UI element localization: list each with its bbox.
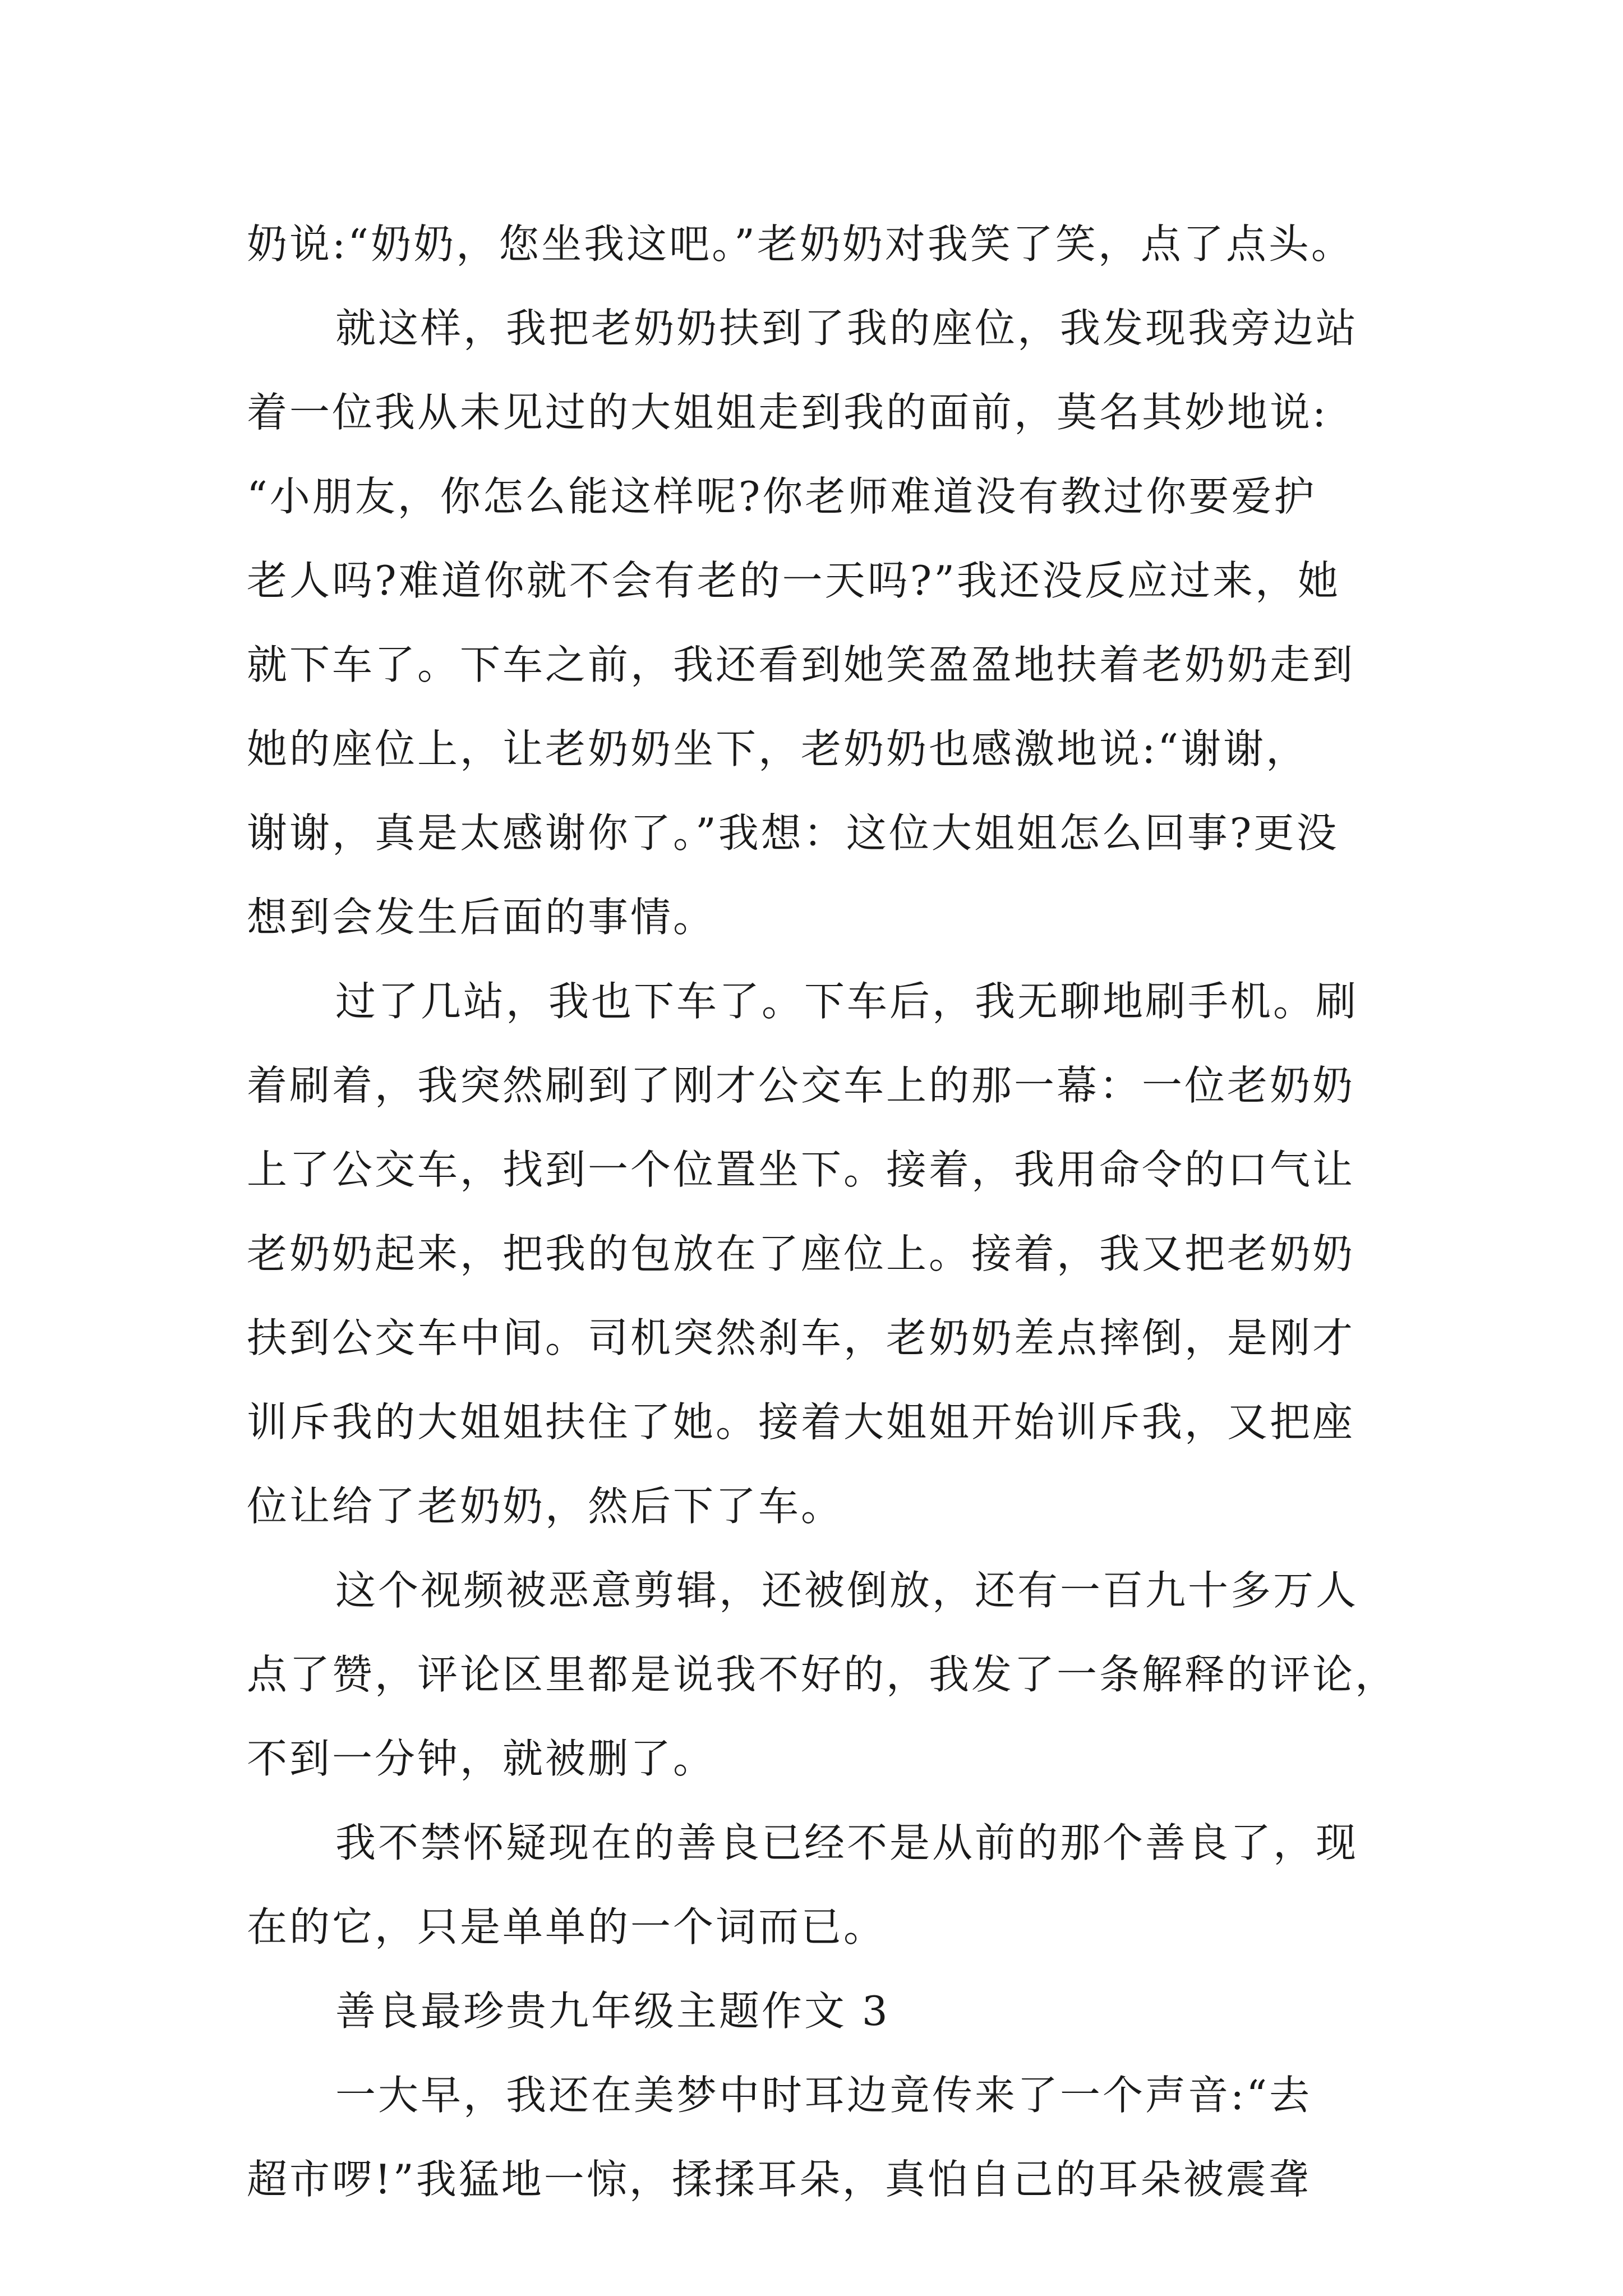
text-line-20: 我不禁怀疑现在的善良已经不是从前的那个善良了，现 [335,1819,1359,1866]
text-line-6: 就下车了。下车之前，我还看到她笑盈盈地扶着老奶奶走到 [247,641,1355,688]
text-line-4: “小朋友，你怎么能这样呢?你老师难道没有教过你要爱护 [247,473,1317,520]
text-line-9: 想到会发生后面的事情。 [247,894,716,941]
text-line-1: 奶说:“奶奶，您坐我这吧。”老奶奶对我笑了笑，点了点头。 [247,220,1354,268]
text-line-24: 超市啰!”我猛地一惊，揉揉耳朵，真怕自己的耳朵被震聋 [247,2156,1311,2203]
text-line-11: 着刷着，我突然刷到了刚才公交车上的那一幕：一位老奶奶 [247,1062,1355,1109]
text-line-21: 在的它，只是单单的一个词而已。 [247,1903,887,1950]
text-line-5: 老人吗?难道你就不会有老的一天吗?”我还没反应过来，她 [247,557,1341,604]
text-line-3: 着一位我从未见过的大姐姐走到我的面前，莫名其妙地说: [247,389,1329,436]
text-line-15: 训斥我的大姐姐扶住了她。接着大姐姐开始训斥我，又把座 [247,1398,1355,1446]
text-line-23: 一大早，我还在美梦中时耳边竟传来了一个声音:“去 [335,2072,1312,2119]
text-line-13: 老奶奶起来，把我的包放在了座位上。接着，我又把老奶奶 [247,1230,1355,1277]
text-line-12: 上了公交车，找到一个位置坐下。接着，我用命令的口气让 [247,1146,1355,1193]
text-line-18: 点了赞，评论区里都是说我不好的，我发了一条解释的评论， [247,1651,1398,1698]
text-line-19: 不到一分钟，就被删了。 [247,1735,716,1782]
text-line-8: 谢谢，真是太感谢你了。”我想：这位大姐姐怎么回事?更没 [247,809,1339,857]
text-line-7: 她的座位上，让老奶奶坐下，老奶奶也感激地说:“谢谢， [247,725,1309,772]
text-line-14: 扶到公交车中间。司机突然刹车，老奶奶差点摔倒，是刚才 [247,1314,1355,1361]
document-body [247,202,1424,2221]
text-line-10: 过了几站，我也下车了。下车后，我无聊地刷手机。刷 [335,978,1359,1025]
text-line-17: 这个视频被恶意剪辑，还被倒放，还有一百九十多万人 [335,1567,1359,1614]
text-line-16: 位让给了老奶奶，然后下了车。 [247,1483,844,1530]
text-line-2: 就这样，我把老奶奶扶到了我的座位，我发现我旁边站 [335,305,1359,352]
section-heading: 善良最珍贵九年级主题作文 3 [335,1987,890,2035]
